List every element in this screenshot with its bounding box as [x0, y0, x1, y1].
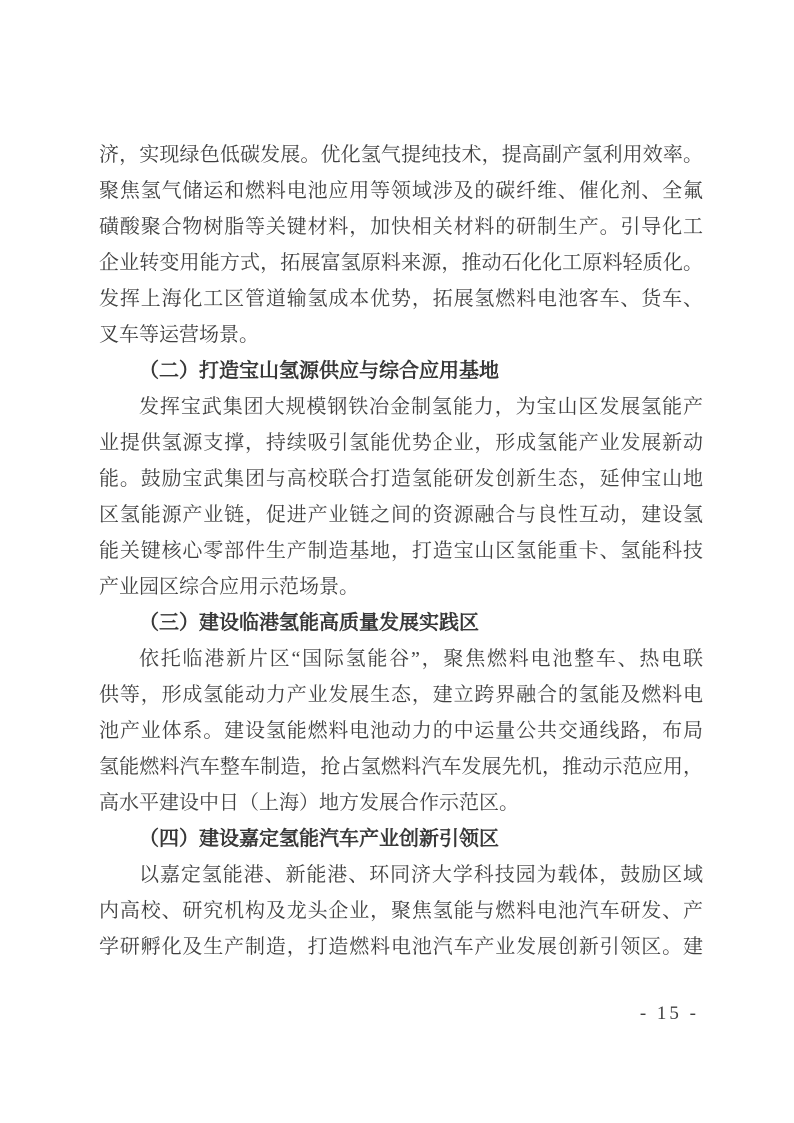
body-text-line: 发挥上海化工区管道输氢成本优势，拓展氢燃料电池客车、货车、 — [99, 288, 703, 310]
section-heading-line: （四）建设嘉定氢能汽车产业创新引领区 — [139, 828, 499, 850]
body-text-line: 产业园区综合应用示范场景。 — [99, 576, 359, 598]
body-text-line: 氢能燃料汽车整车制造，抢占氢燃料汽车发展先机，推动示范应用， — [99, 756, 703, 778]
body-text-line: 磺酸聚合物树脂等关键材料，加快相关材料的研制生产。引导化工 — [99, 216, 703, 238]
body-text-line: 发挥宝武集团大规模钢铁冶金制氢能力，为宝山区发展氢能产 — [139, 396, 703, 418]
body-text-line: 聚焦氢气储运和燃料电池应用等领域涉及的碳纤维、催化剂、全氟 — [99, 180, 703, 202]
body-text-line: 依托临港新片区“国际氢能谷”，聚焦燃料电池整车、热电联 — [139, 648, 703, 670]
body-text-line: 学研孵化及生产制造，打造燃料电池汽车产业发展创新引领区。建 — [99, 936, 703, 958]
body-text-line: 济，实现绿色低碳发展。优化氢气提纯技术，提高副产氢利用效率。 — [99, 144, 703, 166]
section-heading-line: （三）建设临港氢能高质量发展实践区 — [139, 612, 479, 634]
page-number: - 15 - — [639, 1003, 699, 1024]
body-text-line: 以嘉定氢能港、新能港、环同济大学科技园为载体，鼓励区域 — [139, 864, 703, 886]
body-text-line: 能关键核心零部件生产制造基地，打造宝山区氢能重卡、氢能科技 — [99, 540, 703, 562]
section-heading-line: （二）打造宝山氢源供应与综合应用基地 — [139, 360, 499, 382]
body-text-line: 能。鼓励宝武集团与高校联合打造氢能研发创新生态，延伸宝山地 — [99, 468, 703, 490]
document-body — [99, 137, 703, 965]
body-text-line: 业提供氢源支撑，持续吸引氢能优势企业，形成氢能产业发展新动 — [99, 432, 703, 454]
body-text-line: 供等，形成氢能动力产业发展生态，建立跨界融合的氢能及燃料电 — [99, 684, 703, 706]
body-text-line: 企业转变用能方式，拓展富氢原料来源，推动石化化工原料轻质化。 — [99, 252, 703, 274]
body-text-line: 内高校、研究机构及龙头企业，聚焦氢能与燃料电池汽车研发、产 — [99, 900, 703, 922]
body-text-line: 叉车等运营场景。 — [99, 324, 259, 346]
body-text-line: 区氢能源产业链，促进产业链之间的资源融合与良性互动，建设氢 — [99, 504, 703, 526]
body-text-line: 池产业体系。建设氢能燃料电池动力的中运量公共交通线路，布局 — [99, 720, 703, 742]
body-text-line: 高水平建设中日（上海）地方发展合作示范区。 — [99, 792, 519, 814]
